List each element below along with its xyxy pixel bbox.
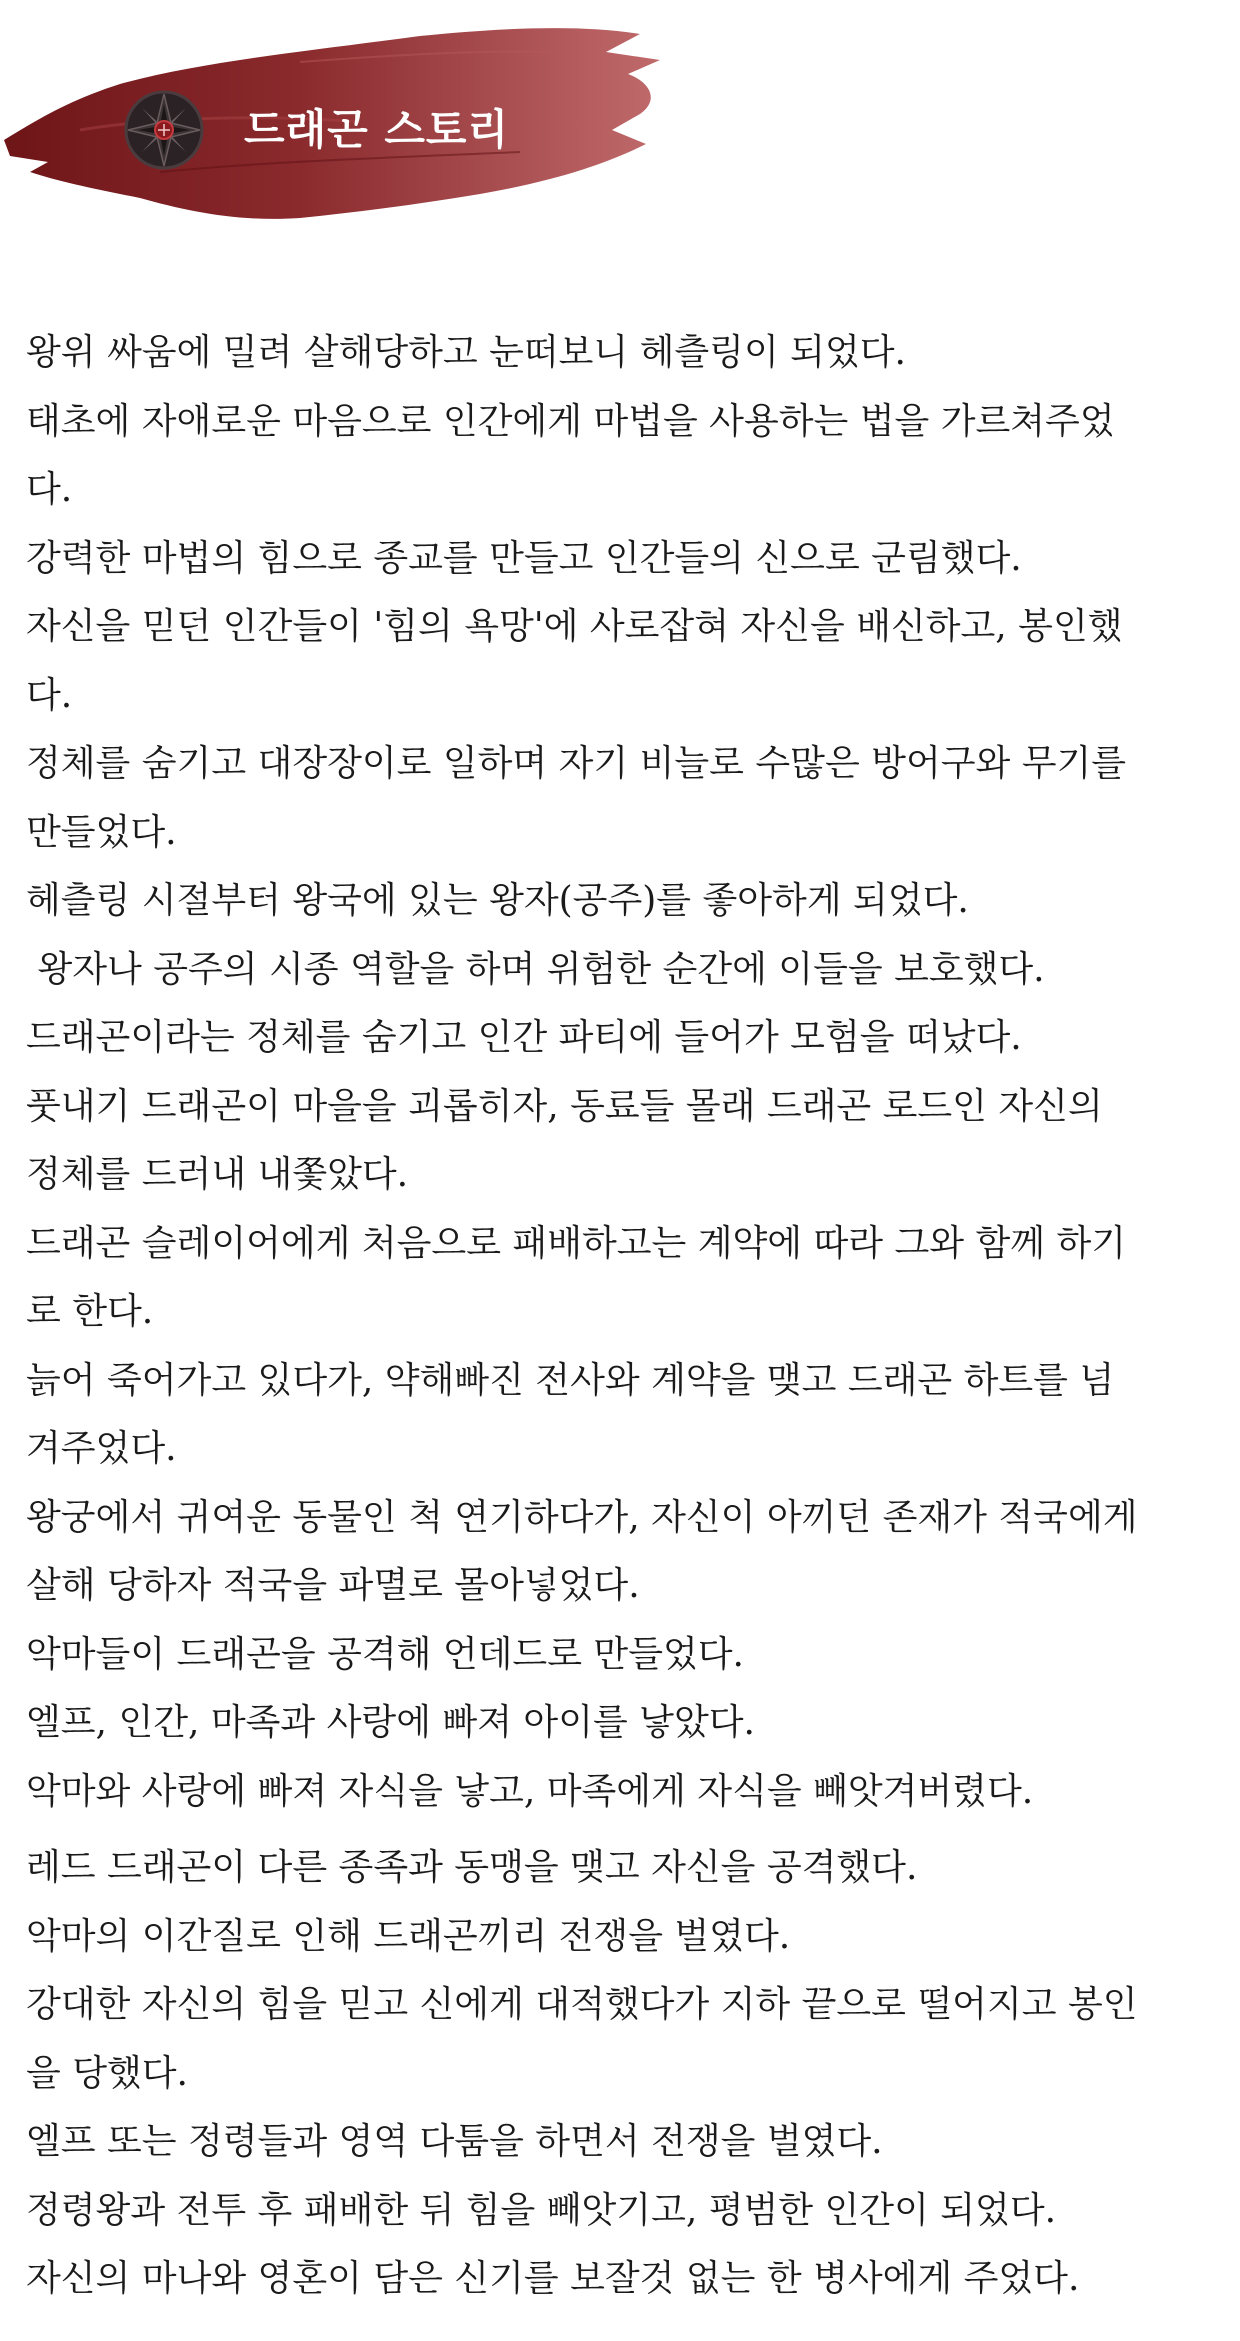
story-line: 정체를 드러내 내쫓았다. bbox=[26, 1154, 409, 1195]
story-line: 늙어 죽어가고 있다가, 약해빠진 전사와 계약을 맺고 드래곤 하트를 넘 bbox=[26, 1359, 1115, 1401]
story-line: 정령왕과 전투 후 패배한 뒤 힘을 빼앗기고, 평범한 인간이 되었다. bbox=[26, 2189, 1057, 2231]
story-line: 강대한 자신의 힘을 믿고 신에게 대적했다가 지하 끝으로 떨어지고 봉인 bbox=[26, 1984, 1138, 2025]
story-line: 로 한다. bbox=[26, 1291, 154, 1332]
story-line: 을 당했다. bbox=[26, 2052, 188, 2094]
story-line: 다. bbox=[26, 674, 73, 716]
story-text-block bbox=[26, 319, 1226, 2314]
compass-star-emblem-icon bbox=[122, 88, 206, 172]
story-line: 악마의 이간질로 인해 드래곤끼리 전쟁을 벌였다. bbox=[26, 1915, 791, 1957]
story-line: 살해 당하자 적국을 파멸로 몰아넣었다. bbox=[26, 1565, 640, 1606]
story-line: 엘프, 인간, 마족과 사랑에 빠져 아이를 낳았다. bbox=[26, 1702, 755, 1743]
story-line: 엘프 또는 정령들과 영역 다툼을 하면서 전쟁을 벌였다. bbox=[26, 2121, 883, 2162]
story-line: 악마들이 드래곤을 공격해 언데드로 만들었다. bbox=[26, 1633, 744, 1675]
story-line: 드래곤 슬레이어에게 처음으로 패배하고는 계약에 따라 그와 함께 하기 bbox=[26, 1222, 1127, 1264]
story-line: 태초에 자애로운 마음으로 인간에게 마법을 사용하는 법을 가르쳐주었 bbox=[26, 400, 1115, 442]
story-line: 겨주었다. bbox=[26, 1428, 177, 1469]
story-line: 만들었다. bbox=[26, 811, 177, 853]
story-line: 자신의 마나와 영혼이 담은 신기를 보잘것 없는 한 병사에게 주었다. bbox=[26, 2258, 1080, 2299]
story-line: 왕위 싸움에 밀려 살해당하고 눈떠보니 헤츨링이 되었다. bbox=[26, 332, 906, 373]
story-line: 풋내기 드래곤이 마을을 괴롭히자, 동료들 몰래 드래곤 로드인 자신의 bbox=[26, 1085, 1103, 1127]
story-line: 헤츨링 시절부터 왕국에 있는 왕자(공주)를 좋아하게 되었다. bbox=[26, 880, 969, 921]
story-line: 드래곤이라는 정체를 숨기고 인간 파티에 들어가 모험을 떠났다. bbox=[26, 1017, 1022, 1058]
story-line: 왕자나 공주의 시종 역할을 하며 위험한 순간에 이들을 보호했다. bbox=[26, 948, 1045, 990]
story-line: 다. bbox=[26, 469, 73, 510]
story-line: 정체를 숨기고 대장장이로 일하며 자기 비늘로 수많은 방어구와 무기를 bbox=[26, 743, 1127, 784]
page-title: 드래곤 스토리 bbox=[244, 105, 510, 154]
story-line: 강력한 마법의 힘으로 종교를 만들고 인간들의 신으로 군림했다. bbox=[26, 537, 1022, 579]
story-line: 왕궁에서 귀여운 동물인 척 연기하다가, 자신이 아끼던 존재가 적국에게 bbox=[26, 1496, 1138, 1538]
story-line: 레드 드래곤이 다른 종족과 동맹을 맺고 자신을 공격했다. bbox=[26, 1847, 918, 1888]
story-line: 악마와 사랑에 빠져 자식을 낳고, 마족에게 자식을 빼앗겨버렸다. bbox=[26, 1770, 1034, 1812]
header-banner bbox=[0, 22, 680, 232]
story-line: 자신을 믿던 인간들이 '힘의 욕망'에 사로잡혀 자신을 배신하고, 봉인했 bbox=[26, 606, 1123, 647]
